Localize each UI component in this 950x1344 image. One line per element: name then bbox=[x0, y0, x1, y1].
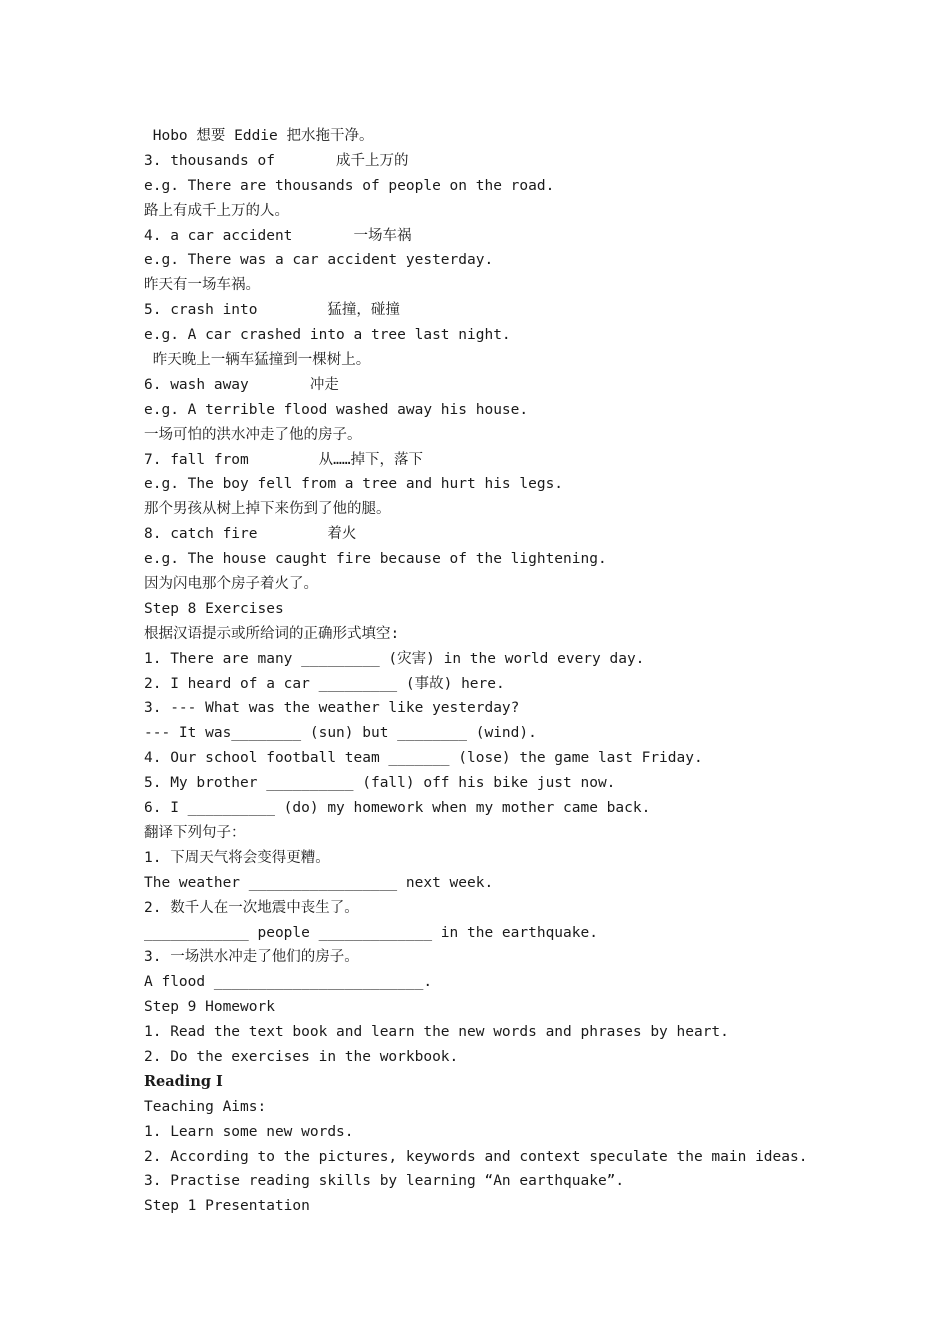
translation-line: 昨天有一场车祸。 bbox=[144, 277, 260, 294]
example-sentence: e.g. There was a car accident yesterday. bbox=[144, 252, 494, 269]
aim-item: 3. Practise reading skills by learning “An earthquake”. bbox=[144, 1173, 625, 1190]
translation-line: 那个男孩从树上掉下来伤到了他的腿。 bbox=[144, 501, 391, 518]
exercise-item: 6. I __________ (do) my homework when my mother came back. bbox=[144, 800, 651, 817]
translation-blank: A flood ________________________. bbox=[144, 974, 433, 991]
section-heading: Step 9 Homework bbox=[144, 999, 275, 1016]
translation-line: 因为闪电那个房子着火了。 bbox=[144, 576, 318, 593]
example-sentence: e.g. The house caught fire because of the lightening. bbox=[144, 551, 607, 568]
example-sentence: e.g. There are thousands of people on the road. bbox=[144, 177, 555, 194]
reading-title: Reading I bbox=[144, 1072, 223, 1090]
phrase-heading: 5. crash into 猛撞，碰撞 bbox=[144, 302, 400, 319]
exercise-item: 4. Our school football team _______ (lose) the game last Friday. bbox=[144, 750, 703, 767]
homework-item: 2. Do the exercises in the workbook. bbox=[144, 1048, 459, 1065]
translation-blank: The weather _________________ next week. bbox=[144, 874, 494, 891]
translation-line: 昨天晚上一辆车猛撞到一棵树上。 bbox=[144, 352, 371, 369]
exercise-item: 3. --- What was the weather like yesterday? bbox=[144, 700, 520, 717]
section-heading: Step 1 Presentation bbox=[144, 1198, 310, 1215]
document-page bbox=[144, 124, 864, 1219]
example-sentence: e.g. A terrible flood washed away his house. bbox=[144, 401, 529, 418]
exercise-item: 5. My brother __________ (fall) off his bike just now. bbox=[144, 775, 616, 792]
instruction-line: 根据汉语提示或所给词的正确形式填空: bbox=[144, 625, 400, 642]
aim-item: 2. According to the pictures, keywords and context speculate the main ideas. bbox=[144, 1148, 808, 1165]
translation-prompt: 2. 数千人在一次地震中丧生了。 bbox=[144, 899, 359, 916]
aim-item: 1. Learn some new words. bbox=[144, 1123, 354, 1140]
translation-blank: ____________ people _____________ in the earthquake. bbox=[144, 924, 598, 941]
phrase-heading: 8. catch fire 着火 bbox=[144, 526, 357, 543]
phrase-heading: 6. wash away 冲走 bbox=[144, 376, 339, 393]
translation-prompt: 1. 下周天气将会变得更糟。 bbox=[144, 849, 330, 866]
example-sentence: e.g. The boy fell from a tree and hurt his legs. bbox=[144, 476, 564, 493]
homework-item: 1. Read the text book and learn the new words and phrases by heart. bbox=[144, 1024, 729, 1041]
translation-prompt: 3. 一场洪水冲走了他们的房子。 bbox=[144, 949, 359, 966]
section-heading: Teaching Aims: bbox=[144, 1098, 267, 1115]
phrase-heading: 7. fall from 从……掉下，落下 bbox=[144, 451, 424, 468]
phrase-heading: 3. thousands of 成千上万的 bbox=[144, 152, 409, 169]
translation-line: 路上有成千上万的人。 bbox=[144, 202, 289, 219]
instruction-line: 翻译下列句子： bbox=[144, 824, 246, 841]
example-sentence: e.g. A car crashed into a tree last night. bbox=[144, 327, 511, 344]
exercise-item: --- It was________ (sun) but ________ (wind). bbox=[144, 725, 537, 742]
text-line: Hobo 想要 Eddie 把水拖干净。 bbox=[144, 128, 374, 144]
translation-line: 一场可怕的洪水冲走了他的房子。 bbox=[144, 426, 362, 443]
exercise-item: 2. I heard of a car _________ (事故) here. bbox=[144, 675, 505, 692]
exercise-item: 1. There are many _________ (灾害) in the world every day. bbox=[144, 650, 645, 667]
section-heading: Step 8 Exercises bbox=[144, 600, 284, 617]
phrase-heading: 4. a car accident 一场车祸 bbox=[144, 227, 412, 244]
